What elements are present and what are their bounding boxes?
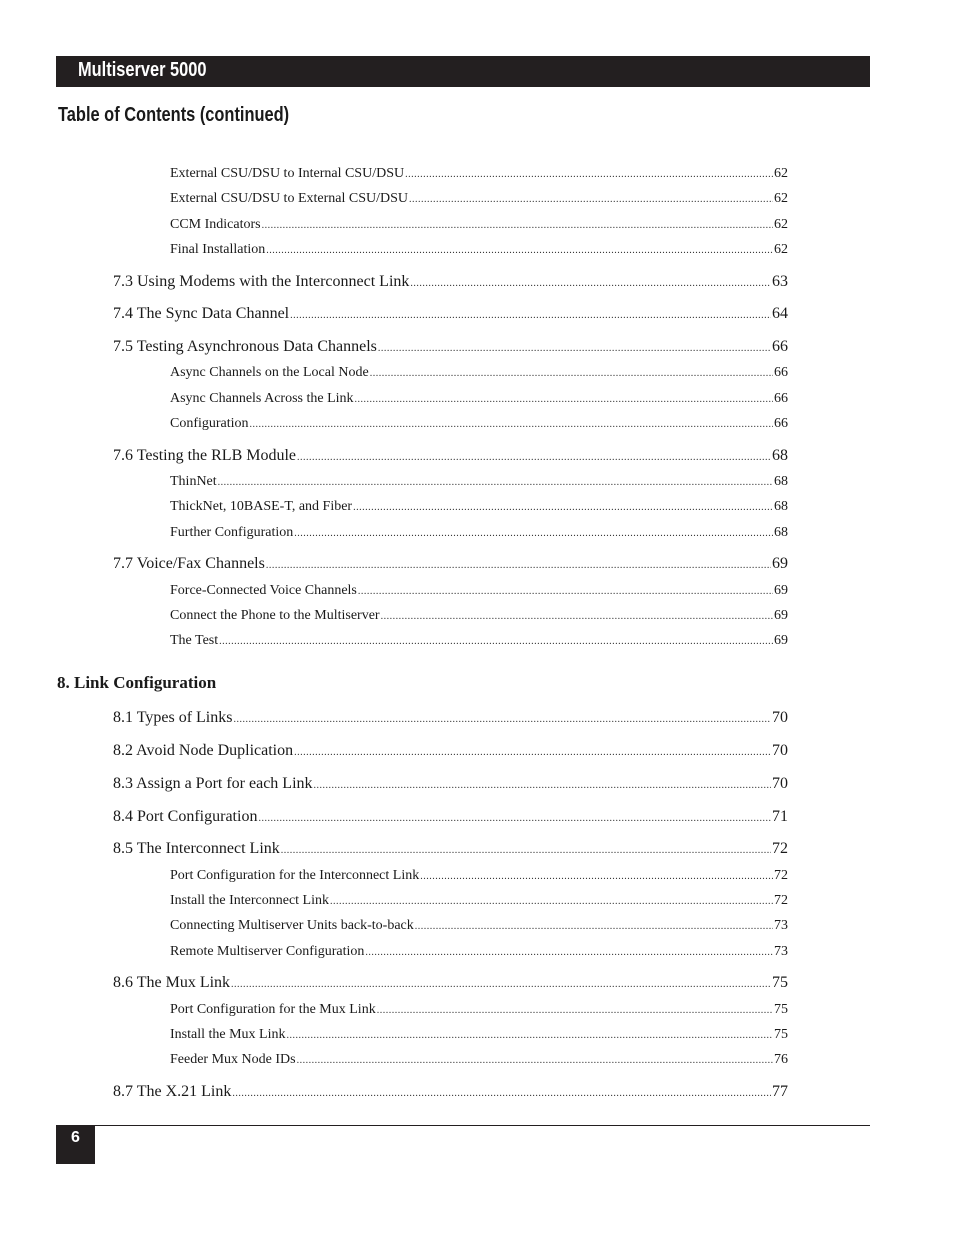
dot-leader bbox=[381, 611, 773, 622]
toc-entry-label: Connecting Multiserver Units back-to-back bbox=[170, 918, 414, 933]
toc-entry[interactable] bbox=[170, 1027, 788, 1043]
dot-leader bbox=[290, 310, 771, 321]
toc-entry[interactable] bbox=[113, 338, 788, 356]
toc-entry-page: 70 bbox=[772, 709, 788, 726]
toc-entry-label: Async Channels Across the Link bbox=[170, 391, 354, 406]
toc-entry-label: Port Configuration for the Interconnect Link bbox=[170, 868, 420, 883]
dot-leader bbox=[370, 368, 773, 379]
toc-entry-label: 7.4 The Sync Data Channel bbox=[113, 305, 290, 322]
toc-entry-label: 7.3 Using Modems with the Interconnect Link bbox=[113, 273, 410, 290]
toc-entry[interactable] bbox=[113, 775, 788, 793]
dot-leader bbox=[415, 921, 773, 932]
toc-entry-page: 71 bbox=[772, 808, 788, 825]
dot-leader bbox=[258, 813, 771, 824]
toc-entry[interactable] bbox=[113, 1083, 788, 1101]
toc-entry-label: 8.6 The Mux Link bbox=[113, 974, 231, 991]
dot-leader bbox=[420, 871, 773, 882]
toc-entry[interactable] bbox=[170, 1052, 788, 1068]
toc-entry[interactable] bbox=[170, 217, 788, 233]
toc-entry[interactable] bbox=[113, 742, 788, 760]
dot-leader bbox=[266, 245, 773, 256]
page-title: Table of Contents (continued) bbox=[58, 104, 290, 126]
toc-entry-page: 70 bbox=[772, 742, 788, 759]
dot-leader bbox=[358, 586, 773, 597]
toc-entry-label: 8.5 The Interconnect Link bbox=[113, 840, 280, 857]
dot-leader bbox=[405, 169, 773, 180]
header-bar bbox=[56, 56, 870, 87]
toc-entry[interactable] bbox=[113, 840, 788, 858]
dot-leader bbox=[410, 278, 771, 289]
toc-entry-label: Force-Connected Voice Channels bbox=[170, 583, 357, 598]
toc-entry-label: Remote Multiserver Configuration bbox=[170, 944, 365, 959]
dot-leader bbox=[353, 502, 773, 513]
toc-entry-label: Feeder Mux Node IDs bbox=[170, 1052, 296, 1067]
toc-entry[interactable] bbox=[113, 709, 788, 727]
toc-entry[interactable] bbox=[170, 365, 788, 381]
toc-entry-page: 72 bbox=[774, 868, 788, 883]
footer-rule bbox=[56, 1125, 870, 1126]
dot-leader bbox=[232, 1088, 771, 1099]
toc-entry-page: 75 bbox=[774, 1027, 788, 1042]
dot-leader bbox=[287, 1030, 774, 1041]
toc-entry-label: External CSU/DSU to Internal CSU/DSU bbox=[170, 166, 405, 181]
toc-entry-label: External CSU/DSU to External CSU/DSU bbox=[170, 191, 408, 206]
dot-leader bbox=[281, 845, 771, 856]
toc-entry[interactable] bbox=[170, 868, 788, 884]
toc-entry[interactable] bbox=[170, 242, 788, 258]
toc-entry-page: 76 bbox=[774, 1052, 788, 1067]
toc-entry[interactable] bbox=[170, 166, 788, 182]
toc-entry-label: 8.3 Assign a Port for each Link bbox=[113, 775, 313, 792]
dot-leader bbox=[218, 477, 773, 488]
toc-entry-label: Port Configuration for the Mux Link bbox=[170, 1002, 376, 1017]
toc-entry-label: 8.1 Types of Links bbox=[113, 709, 233, 726]
toc-entry[interactable] bbox=[170, 1002, 788, 1018]
toc-entry-label: ThinNet bbox=[170, 474, 217, 489]
dot-leader bbox=[294, 747, 771, 758]
toc-entry[interactable] bbox=[113, 273, 788, 291]
dot-leader bbox=[330, 896, 773, 907]
toc-entry[interactable] bbox=[170, 391, 788, 407]
toc-entry-page: 68 bbox=[774, 499, 788, 514]
page-number: 6 bbox=[71, 1129, 80, 1146]
toc-entry-page: 66 bbox=[774, 365, 788, 380]
page-number-box bbox=[56, 1125, 95, 1164]
toc-entry-page: 69 bbox=[774, 608, 788, 623]
toc-entry[interactable] bbox=[113, 305, 788, 323]
toc-entry[interactable] bbox=[170, 191, 788, 207]
toc-entry[interactable] bbox=[113, 447, 788, 465]
document-title: Multiserver 5000 bbox=[78, 59, 207, 81]
toc-entry-page: 73 bbox=[774, 918, 788, 933]
dot-leader bbox=[409, 194, 773, 205]
toc-entry-page: 68 bbox=[772, 447, 788, 464]
dot-leader bbox=[266, 560, 771, 571]
toc-entry-page: 62 bbox=[774, 217, 788, 232]
toc-entry-label: Connect the Phone to the Multiserver bbox=[170, 608, 380, 623]
toc-entry-page: 69 bbox=[772, 555, 788, 572]
toc-entry[interactable] bbox=[170, 474, 788, 490]
toc-entry[interactable] bbox=[170, 633, 788, 649]
toc-entry[interactable] bbox=[113, 555, 788, 573]
dot-leader bbox=[233, 714, 771, 725]
dot-leader bbox=[297, 1055, 773, 1066]
toc-entry[interactable] bbox=[113, 808, 788, 826]
toc-entry-label: Further Configuration bbox=[170, 525, 294, 540]
toc-entry-page: 69 bbox=[774, 633, 788, 648]
dot-leader bbox=[377, 1005, 773, 1016]
dot-leader bbox=[378, 343, 771, 354]
dot-leader bbox=[365, 947, 773, 958]
toc-entry-page: 62 bbox=[774, 191, 788, 206]
toc-entry-page: 62 bbox=[774, 166, 788, 181]
toc-entry-label: Async Channels on the Local Node bbox=[170, 365, 369, 380]
toc-entry-label: 8.7 The X.21 Link bbox=[113, 1083, 232, 1100]
toc-entry-page: 62 bbox=[774, 242, 788, 257]
toc-entry[interactable] bbox=[170, 416, 788, 432]
toc-entry[interactable] bbox=[170, 944, 788, 960]
dot-leader bbox=[297, 452, 771, 463]
toc-entry-page: 63 bbox=[772, 273, 788, 290]
toc-entry-label: 8.2 Avoid Node Duplication bbox=[113, 742, 294, 759]
toc-entry[interactable] bbox=[170, 525, 788, 541]
toc-entry-label: CCM Indicators bbox=[170, 217, 261, 232]
toc-entry-page: 66 bbox=[772, 338, 788, 355]
toc-entry-page: 70 bbox=[772, 775, 788, 792]
toc-entry-label: Final Installation bbox=[170, 242, 266, 257]
toc-entry[interactable] bbox=[170, 583, 788, 599]
toc-entry[interactable] bbox=[170, 918, 788, 934]
toc-entry-label: 7.7 Voice/Fax Channels bbox=[113, 555, 265, 572]
toc-entry-page: 66 bbox=[774, 416, 788, 431]
toc-entry-label: 8.4 Port Configuration bbox=[113, 808, 258, 825]
toc-entry-label: ThickNet, 10BASE-T, and Fiber bbox=[170, 499, 353, 514]
dot-leader bbox=[231, 979, 771, 990]
toc-entry-label: 7.6 Testing the RLB Module bbox=[113, 447, 297, 464]
toc-entry[interactable] bbox=[170, 608, 788, 624]
toc-entry-label: Configuration bbox=[170, 416, 249, 431]
toc-entry-page: 68 bbox=[774, 474, 788, 489]
toc-entry-label: Install the Mux Link bbox=[170, 1027, 286, 1042]
chapter-heading[interactable]: 8. Link Configuration bbox=[57, 673, 217, 692]
dot-leader bbox=[294, 528, 773, 539]
toc-entry-page: 68 bbox=[774, 525, 788, 540]
dot-leader bbox=[262, 220, 773, 231]
toc-entry-page: 75 bbox=[774, 1002, 788, 1017]
toc-entry-page: 72 bbox=[774, 893, 788, 908]
toc-entry-page: 66 bbox=[774, 391, 788, 406]
toc-entry-page: 69 bbox=[774, 583, 788, 598]
toc-entry[interactable] bbox=[170, 893, 788, 909]
toc-entry-page: 77 bbox=[772, 1083, 788, 1100]
toc-entry-label: 7.5 Testing Asynchronous Data Channels bbox=[113, 338, 377, 355]
toc-entry-page: 72 bbox=[772, 840, 788, 857]
toc-entry-label: The Test bbox=[170, 633, 219, 648]
toc-entry[interactable] bbox=[170, 499, 788, 515]
toc-entry[interactable] bbox=[113, 974, 788, 992]
dot-leader bbox=[355, 394, 773, 405]
toc-entry-label: Install the Interconnect Link bbox=[170, 893, 329, 908]
dot-leader bbox=[219, 636, 773, 647]
toc-entry-page: 73 bbox=[774, 944, 788, 959]
toc-entry-page: 64 bbox=[772, 305, 788, 322]
toc-entry-page: 75 bbox=[772, 974, 788, 991]
dot-leader bbox=[250, 419, 773, 430]
dot-leader bbox=[314, 780, 771, 791]
